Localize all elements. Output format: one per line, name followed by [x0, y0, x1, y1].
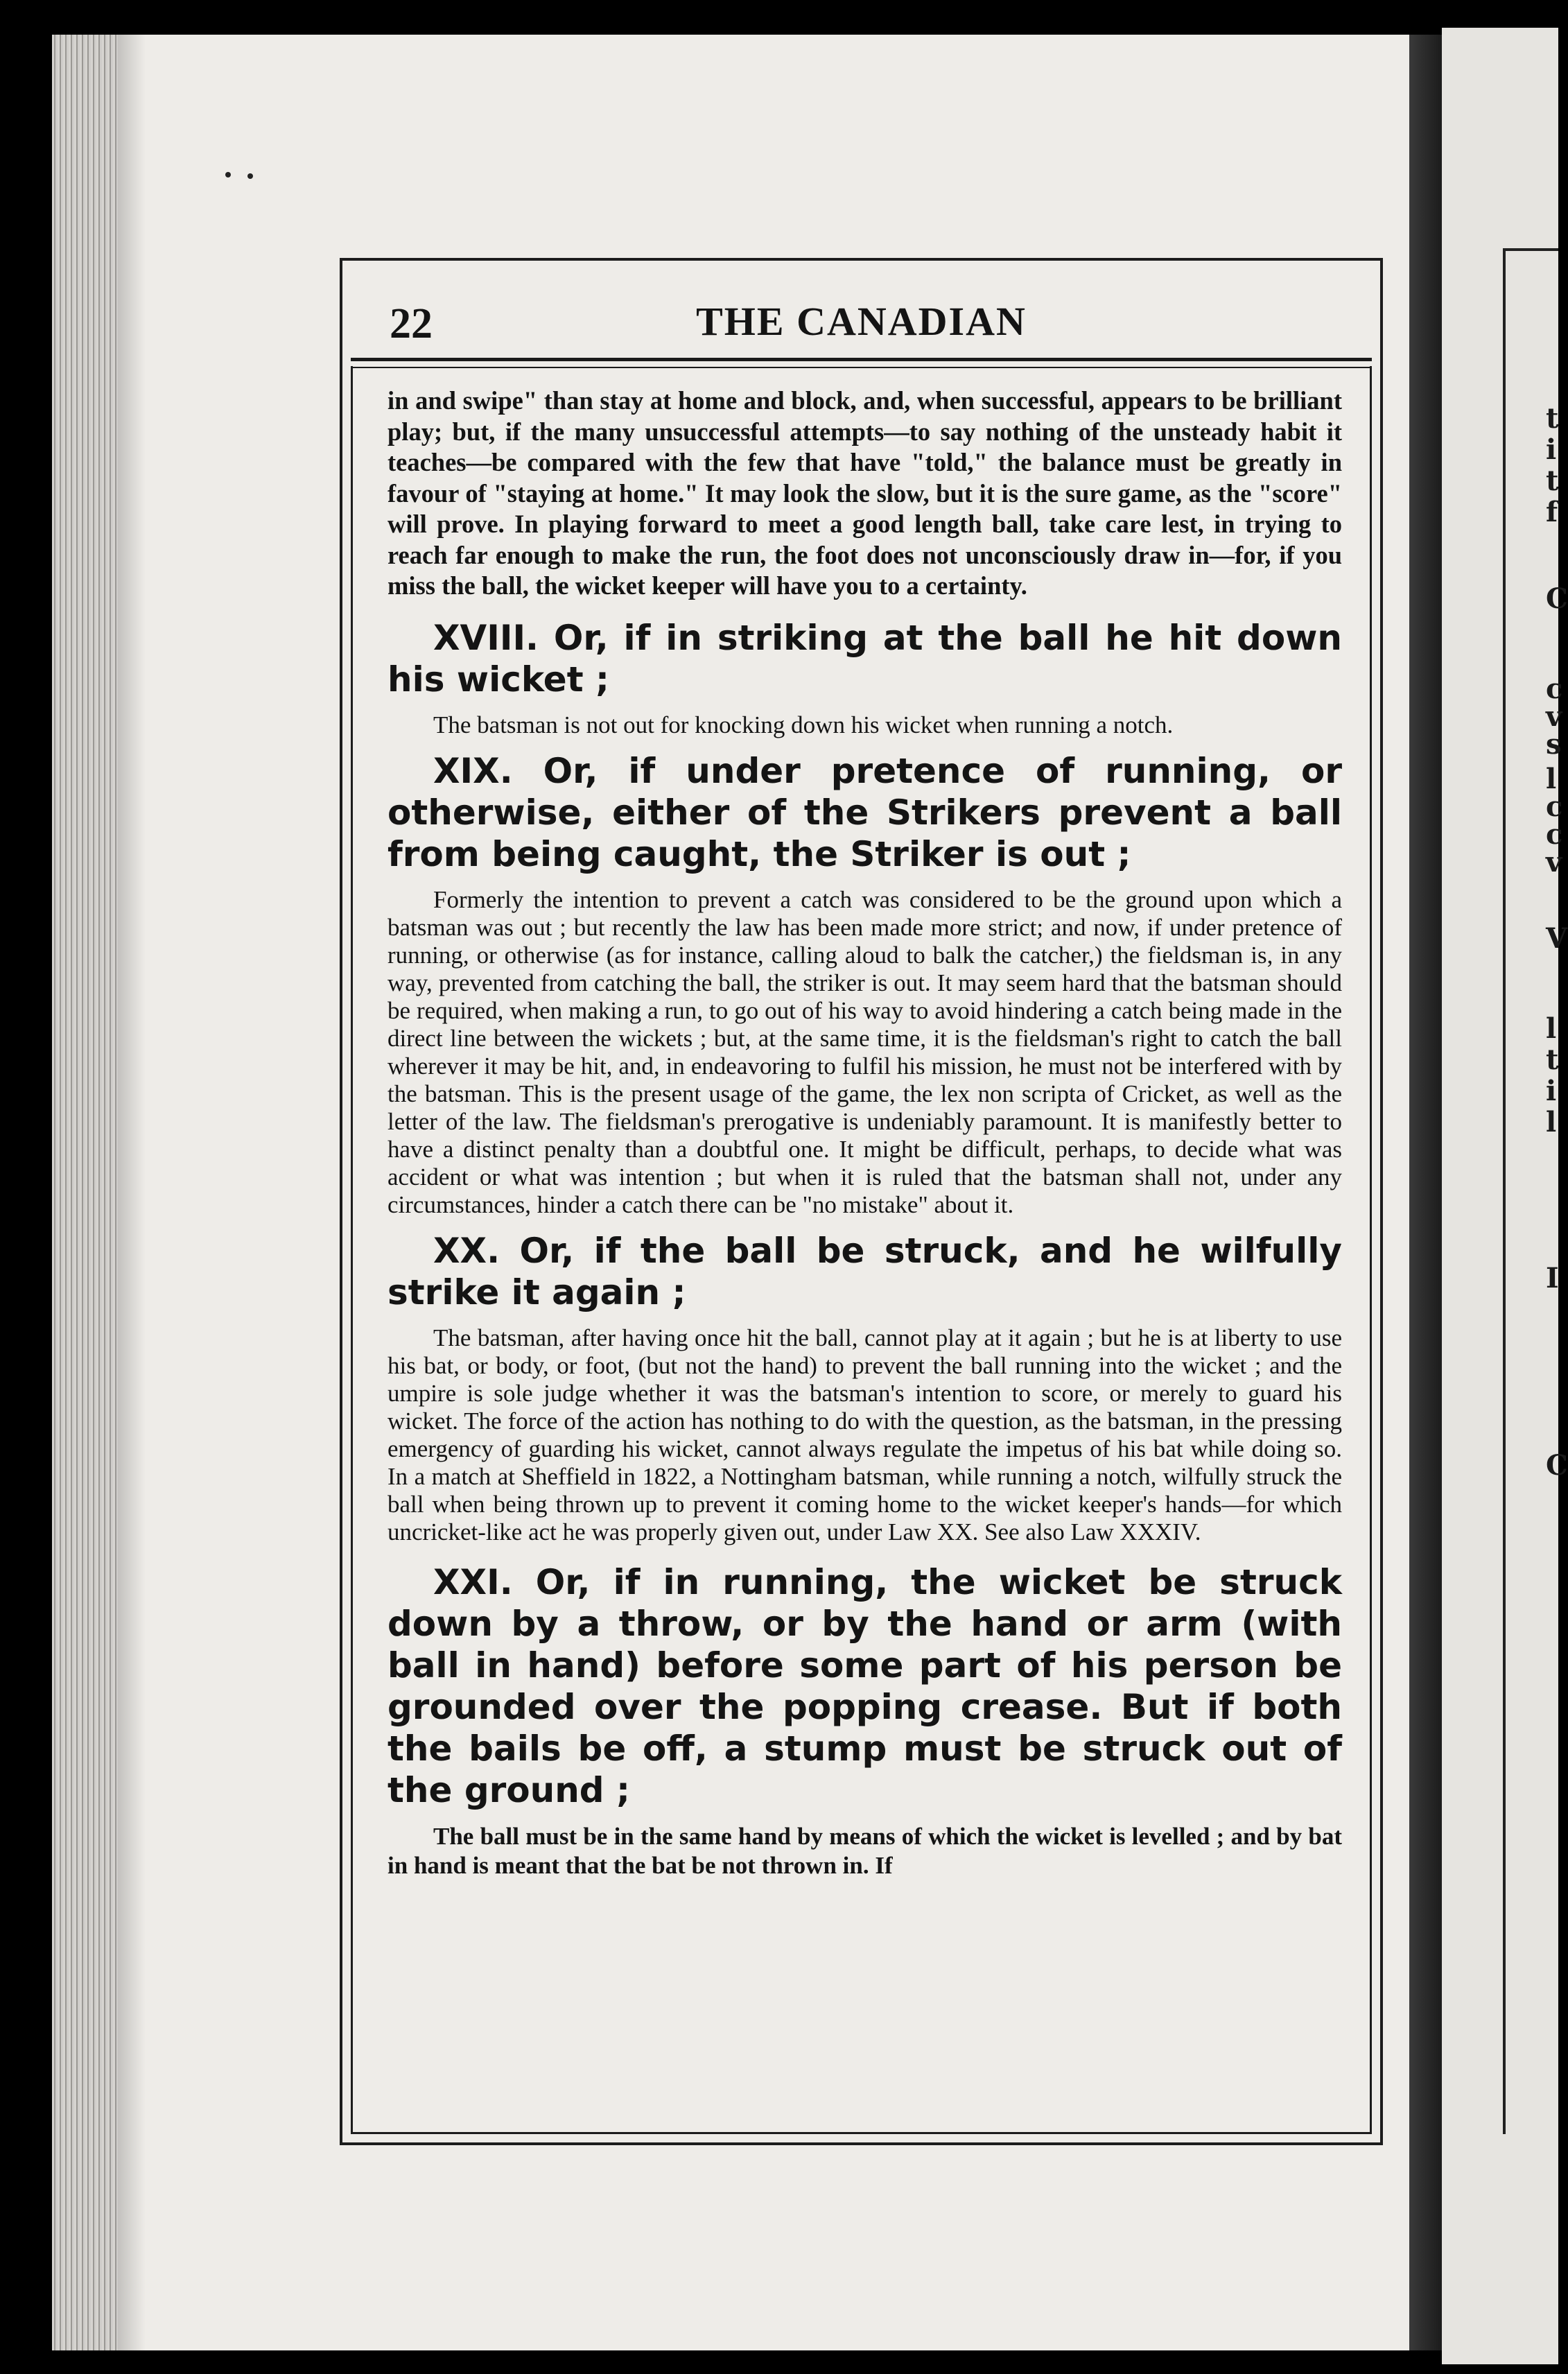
text-frame — [340, 258, 1383, 2145]
page-shadow — [118, 35, 146, 2350]
law-xxi: XXI. Or, if in running, the wicket be struck down by a throw, or by the hand or arm (with ball in hand) before some part of his person be grounded over the popping crease. But if both the bails be off, a stump must be struck out of the ground ; — [387, 1561, 1342, 1810]
next-page-fragment: l — [1546, 1012, 1557, 1045]
next-page-fragment: t — [1546, 1043, 1559, 1076]
next-page-fragment: i — [1546, 1075, 1557, 1107]
next-page-fragment: I — [1546, 1262, 1559, 1294]
page-edges — [52, 35, 118, 2350]
next-page-fragment: C — [1546, 582, 1568, 615]
next-page-rule — [1503, 248, 1558, 251]
next-page-fragment: l — [1546, 763, 1557, 795]
next-page-fragment: C — [1546, 1449, 1568, 1482]
next-page-fragment: c — [1546, 790, 1563, 823]
next-page-fragment: c — [1546, 673, 1563, 705]
page-number: 22 — [390, 300, 433, 347]
note-xix: Formerly the intention to prevent a catch was considered to be the ground upon which a batsman was out ; but recently the law has been made more strict; and now, if under pretence of running, or otherwise (as for instance, calling aloud to balk the catcher,) the fieldsman is, in any way, prevented from catching the ball, the striker is out. It may seem hard that the batsman should be required, when making a run, to go out of his way to avoid hindering a catch being made in the direct line between the wickets ; but, at the same time, it is the fieldsman's right to catch the ball wherever it may be hit, and, in endeavoring to fulfil his mission, he must not be interfered with by the batsman. This is the present usage of the game, the lex non scripta of Cricket, as well as the letter of the law. The fieldsman's prerogative is undeniably paramount. It is manifestly better to have a distinct penalty than a doubtful one. It might be difficult, perhaps, to decide what was accident or what was intention ; but when it is ruled that the batsman shall not, under any circumstances, hinder a catch there can be "no mistake" about it. — [387, 885, 1342, 1218]
intro-paragraph: in and swipe" than stay at home and block, and, when successful, appears to be brilliant play; but, if the many unsuccessful attempts—to say nothing of the unsteady habit it teaches—be compared with the few that have "told," the balance must be greatly in favour of "staying at home." It may look the slow, but it is the sure game, as the "score" will prove. In playing forward to meet a good length ball, take care lest, in trying to reach far enough to make the run, the foot does not unconsciously draw in—for, if you miss the ball, the wicket keeper will have you to a certainty. — [387, 386, 1342, 600]
note-xviii: The batsman is not out for knocking down his wicket when running a notch. — [433, 711, 1174, 738]
law-xx: XX. Or, if the ball be struck, and he wilfully strike it again ; — [387, 1230, 1342, 1312]
running-title: THE CANADIAN — [696, 299, 1027, 344]
next-page-fragment: t — [1546, 402, 1559, 435]
law-xix: XIX. Or, if under pretence of running, or otherwise, either of the Strikers prevent a ball from being caught, the Striker is out ; — [387, 750, 1342, 874]
next-page-fragment: v — [1546, 846, 1562, 878]
next-page-fragment: s — [1546, 728, 1562, 761]
next-page-fragment: i — [1546, 433, 1557, 466]
law-xviii: XVIII. Or, if in striking at the ball he hit down his wicket ; — [387, 617, 1342, 700]
next-page-fragment: t — [1546, 465, 1559, 497]
next-page-fragment: V — [1546, 922, 1568, 955]
book-page — [52, 35, 1414, 2350]
next-page-fragment: l — [1546, 1106, 1557, 1138]
note-xxi: The ball must be in the same hand by means of which the wicket is levelled ; and by bat in hand is meant that the bat be not thrown in. If — [387, 1822, 1342, 1879]
speck — [225, 172, 231, 177]
next-page-fragment: c — [1546, 818, 1563, 851]
next-page-fragment: f — [1546, 496, 1558, 528]
speck — [247, 173, 253, 179]
next-page-edge — [1442, 28, 1568, 2364]
note-xx: The batsman, after having once hit the ball, cannot play at it again ; but he is at liberty to use his bat, or body, or foot, (but not the hand) to prevent the ball running into the wicket ; and the umpire is sole judge whether it was the batsman's intention to score, or merely to guard his wicket. The force of the action has nothing to do with the question, as the batsman, in the pressing emergency of guarding his wicket, cannot always regulate the impetus of his bat while doing so. In a match at Sheffield in 1822, a Nottingham batsman, while running a notch, wilfully struck the ball when being thrown up to prevent it coming home to the wicket keeper's hands—for which uncricket-like act he was properly given out, under Law XX. See also Law XXXIV. — [387, 1324, 1342, 1545]
next-page-fragment: v — [1546, 700, 1562, 733]
next-page-frame — [1503, 248, 1506, 2134]
page-content — [387, 385, 1342, 1880]
